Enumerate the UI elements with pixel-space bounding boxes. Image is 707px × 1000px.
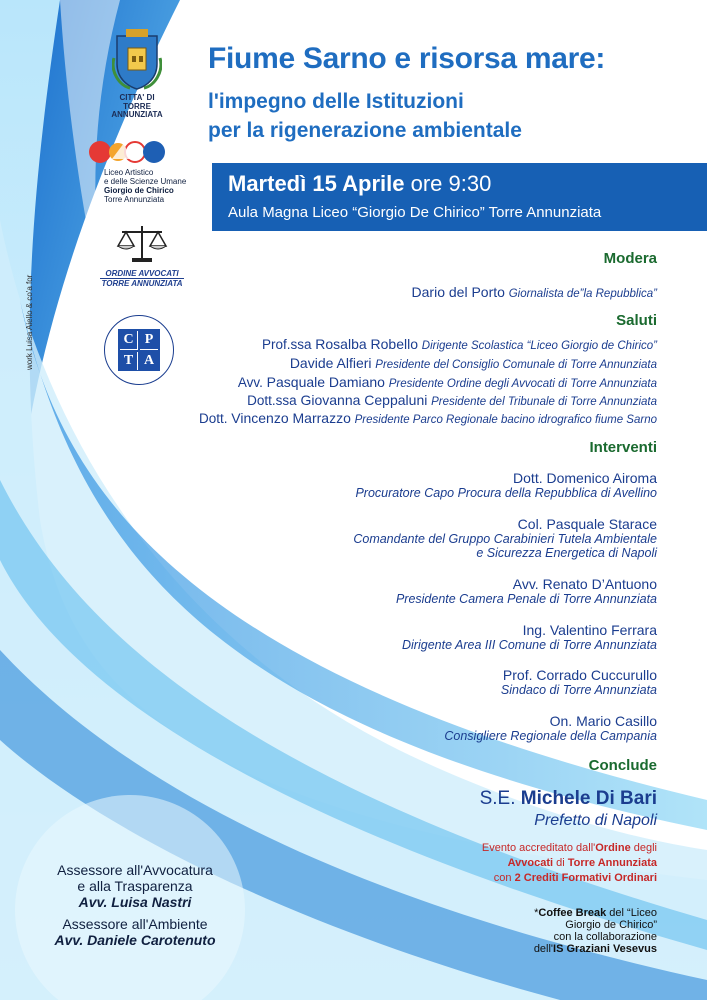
speaker: Avv. Renato D’Antuono Presidente Camera Penale di Torre Annunziata bbox=[395, 576, 657, 606]
school-logo-icon bbox=[88, 137, 172, 167]
event-place: Aula Magna Liceo “Giorgio De Chirico” Torre Annunziata bbox=[228, 204, 602, 221]
speaker: On. Mario Casillo Consigliere Regionale della Campania bbox=[444, 713, 657, 743]
credit-vertical: work Luisa Aiello & co'a for bbox=[25, 274, 34, 370]
title-line-1: Fiume Sarno e risorsa mare: bbox=[208, 42, 606, 75]
saluti-item: Davide Alfieri Presidente del Consiglio Comunale di Torre Annunziata bbox=[289, 355, 657, 371]
section-heading-modera: Modera bbox=[603, 250, 657, 267]
bar-association-caption: ORDINE AVVOCATI TORRE ANNUNZIATA bbox=[101, 269, 183, 288]
section-heading-interventi: Interventi bbox=[589, 439, 657, 456]
title-line-2: l'impegno delle Istituzioni bbox=[208, 90, 464, 113]
section-heading-saluti: Saluti bbox=[616, 312, 657, 329]
cpta-seal: C P T A bbox=[104, 315, 174, 385]
speaker: Col. Pasquale Starace Comandante del Gruppo Carabinieri Tutela Ambientale e Sicurezza Energetica di Napoli bbox=[353, 516, 657, 560]
school-caption: Liceo Artistico e delle Scienze Umane Giorgio de Chirico Torre Annunziata bbox=[104, 168, 187, 204]
coffee-break-note: *Coffee Break del “Liceo Giorgio de Chirico” con la collaborazione dell'IS Graziani Vesevus bbox=[533, 907, 657, 955]
saluti-item: Dott. Vincenzo Marrazzo Presidente Parco Regionale bacino idrografico fiume Sarno bbox=[199, 410, 657, 426]
concluding-speaker: S.E. Michele Di Bari Prefetto di Napoli bbox=[479, 788, 657, 829]
saluti-item: Dott.ssa Giovanna Ceppaluni Presidente del Tribunale di Torre Annunziata bbox=[247, 392, 657, 408]
saluti-item: Prof.ssa Rosalba Robello Dirigente Scolastica “Liceo Giorgio de Chirico” bbox=[261, 336, 657, 352]
accreditation-note: Evento accreditato dall'Ordine degli Avvocati di Torre Annunziata con 2 Crediti Formativi Ordinari bbox=[481, 842, 657, 884]
section-heading-conclude: Conclude bbox=[588, 757, 657, 774]
assessore-notes: Assessore all'Avvocatura e alla Trasparenza Avv. Luisa Nastri Assessore all'Ambiente Avv. Daniele Carotenuto bbox=[54, 862, 216, 948]
scales-of-justice-icon bbox=[116, 222, 168, 266]
event-date: Martedì 15 Aprile ore 9:30 bbox=[228, 171, 492, 196]
title-line-3: per la rigenerazione ambientale bbox=[208, 119, 522, 142]
town-caption: CITTA' DI TORRE ANNUNZIATA bbox=[111, 93, 163, 119]
moderator-line: Dario del Porto Giornalista de”la Repubblica” bbox=[411, 284, 657, 300]
town-crest-icon bbox=[112, 28, 162, 90]
speaker: Dott. Domenico Airoma Procuratore Capo Procura della Repubblica di Avellino bbox=[355, 470, 657, 500]
saluti-item: Avv. Pasquale Damiano Presidente Ordine degli Avvocati di Torre Annunziata bbox=[237, 374, 657, 390]
date-banner bbox=[212, 163, 707, 231]
speaker: Prof. Corrado Cuccurullo Sindaco di Torre Annunziata bbox=[500, 667, 657, 697]
speaker: Ing. Valentino Ferrara Dirigente Area III Comune di Torre Annunziata bbox=[402, 622, 657, 652]
